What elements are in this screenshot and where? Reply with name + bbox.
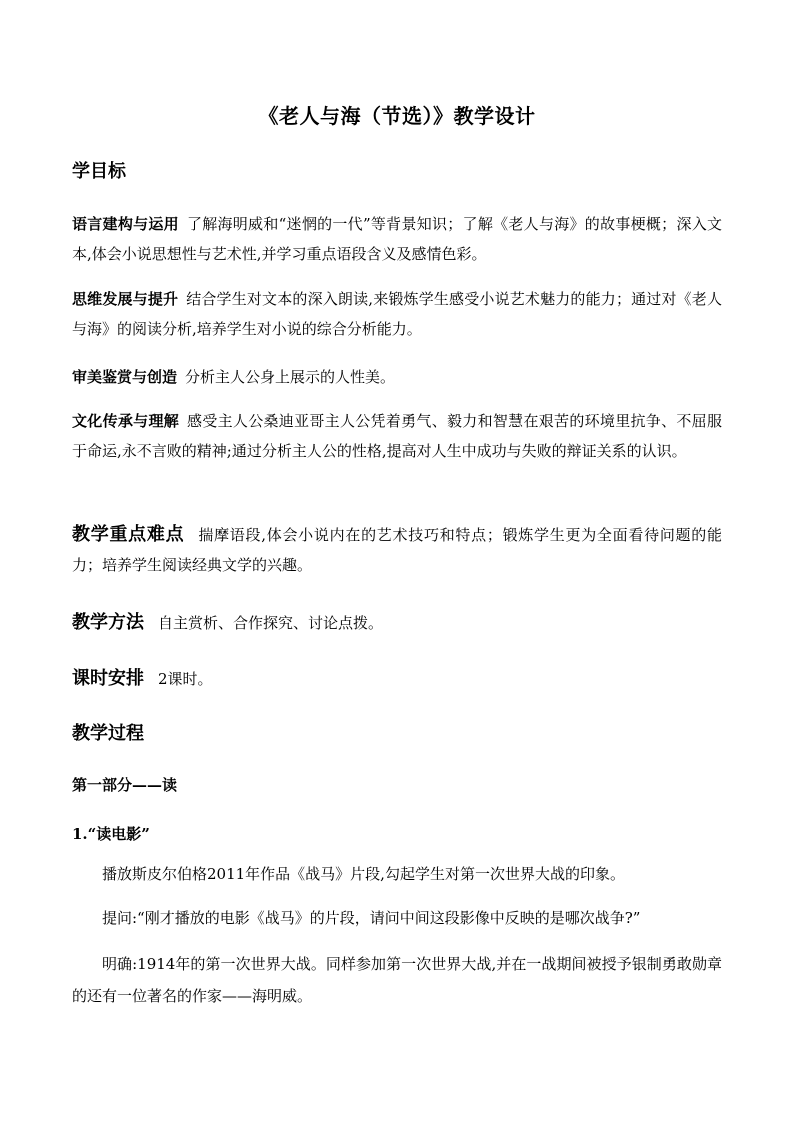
objective-culture-label: 文化传承与理解 [72,412,180,430]
objective-aesthetic-label: 审美鉴赏与创造 [72,368,178,386]
objective-aesthetic [72,362,722,392]
method-label: 教学方法 [72,612,144,633]
process-paragraph: 提问:“刚才播放的电影《战马》的片段，请问中间这段影像中反映的是哪次战争?” [102,909,641,927]
key-points-text: 揣摩语段,体会小说内在的艺术技巧和特点；锻炼学生更为全面看待问题的能力；培养学生阅读经典文学的兴趣。 [72,526,722,574]
objective-culture [72,406,722,466]
objective-culture-text: 感受主人公桑迪亚哥主人公凭着勇气、毅力和智慧在艰苦的环境里抗争、不屈服于命运,永不言败的精神;通过分析主人公的性格,提高对人生中成功与失败的辩证关系的认识。 [72,412,722,460]
objective-thinking [72,284,722,344]
objective-language-text: 了解海明威和“迷惘的一代”等背景知识；了解《老人与海》的故事梗概；深入文本,体会小说思想性与艺术性,并学习重点语段含义及感情色彩。 [72,215,722,263]
objective-aesthetic-text: 分析主人公身上展示的人性美。 [185,368,396,386]
process-paragraph: 播放斯皮尔伯格2011年作品《战马》片段,勾起学生对第一次世界大战的印象。 [102,865,625,883]
method-section [72,608,722,638]
schedule-text: 2课时。 [158,670,213,688]
method-text: 自主赏析、合作探究、讨论点拨。 [158,614,384,632]
process-paragraph: 明确:1914年的第一次世界大战。同样参加第一次世界大战,并在一战期间被授予银制勇敢勋章的还有一位著名的作家——海明威。 [72,955,722,1005]
objective-language [72,209,722,269]
objectives-heading: 学目标 [72,161,126,182]
objective-thinking-text: 结合学生对文本的深入朗读,来锻炼学生感受小说艺术魅力的能力；通过对《老人与海》的阅读分析,培养学生对小说的综合分析能力。 [72,290,722,338]
key-points-section [72,520,722,580]
schedule-section [72,664,722,694]
document-title: 《老人与海（节选）》教学设计 [258,104,536,128]
schedule-label: 课时安排 [72,668,144,689]
objective-language-label: 语言建构与运用 [72,215,179,233]
key-points-label: 教学重点难点 [72,524,185,545]
step-heading: 1.“读电影” [72,825,150,843]
objective-thinking-label: 思维发展与提升 [72,290,179,308]
part-heading: 第一部分——读 [72,776,178,794]
process-heading: 教学过程 [72,723,144,744]
